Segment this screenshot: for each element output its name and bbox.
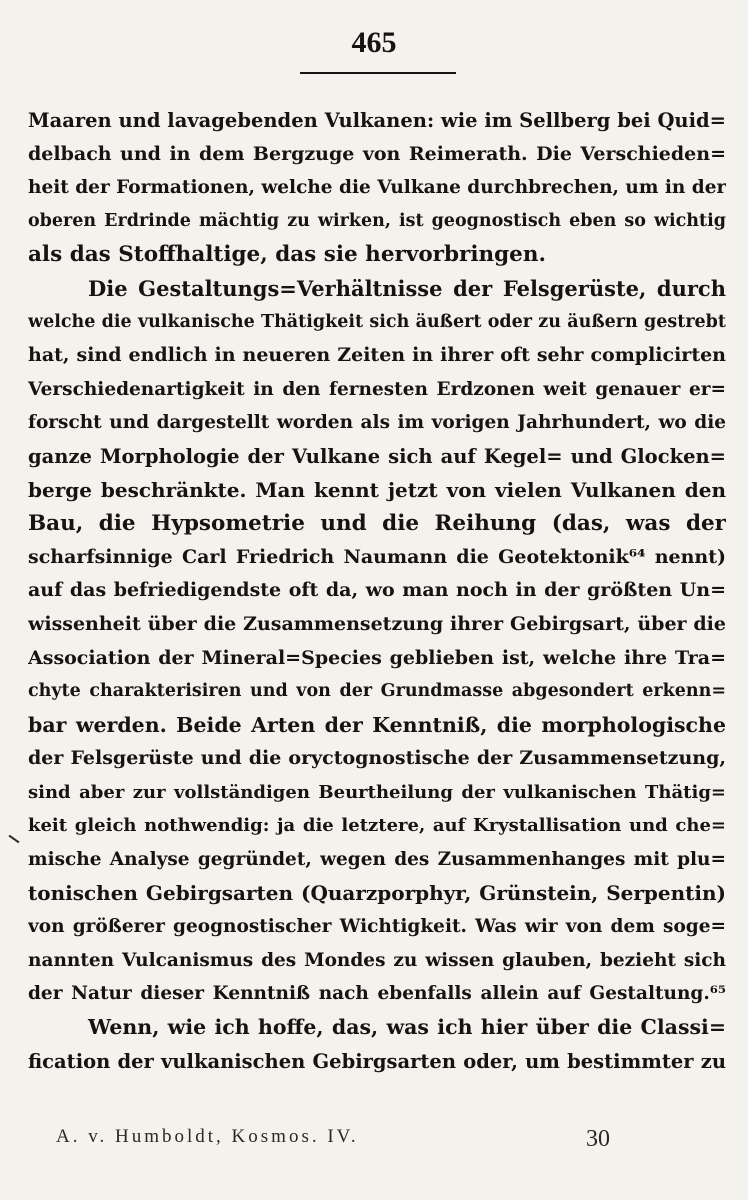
text-line: heit der Formationen, welche die Vulkane durchbrechen, um in der	[28, 177, 726, 199]
text-line: Bau, die Hypsometrie und die Reihung (das, was der	[28, 511, 726, 537]
text-line: forscht und dargestellt worden als im vorigen Jahrhundert, wo die	[28, 412, 726, 434]
text-line: sind aber zur vollständigen Beurtheilung der vulkanischen Thätig=	[28, 781, 726, 803]
text-line: fication der vulkanischen Gebirgsarten oder, um bestimmter zu	[28, 1049, 726, 1073]
text-line: ganze Morphologie der Vulkane sich auf Kegel= und Glocken=	[28, 444, 726, 468]
text-line: auf das befriedigendste oft da, wo man noch in der größten Un=	[28, 579, 726, 602]
text-line: der Felsgerüste und die oryctognostische der Zusammensetzung,	[28, 747, 726, 770]
body-text	[28, 104, 726, 1078]
text-line: scharfsinnige Carl Friedrich Naumann die Geotektonik⁶⁴ nennt)	[28, 545, 726, 568]
stray-mark	[9, 835, 20, 844]
text-line: chyte charakterisiren und von der Grundmasse abgesondert erkenn=	[28, 681, 726, 702]
footer-sheet-number: 30	[586, 1126, 610, 1152]
text-line: nannten Vulcanismus des Mondes zu wissen glauben, bezieht sich	[28, 949, 726, 971]
text-line: Association der Mineral=Species geblieben ist, welche ihre Tra=	[28, 646, 726, 669]
page-number: 465	[351, 26, 397, 59]
text-line: tonischen Gebirgsarten (Quarzporphyr, Grünstein, Serpentin)	[28, 880, 726, 905]
text-line: keit gleich nothwendig: ja die letztere, auf Krystallisation und che=	[28, 815, 726, 837]
text-line: Die Gestaltungs=Verhältnisse der Felsgerüste, durch	[88, 275, 726, 301]
text-line: hat, sind endlich in neueren Zeiten in ihrer oft sehr complicirten	[28, 344, 726, 367]
footer	[56, 1126, 616, 1152]
text-line: wissenheit über die Zusammensetzung ihrer Gebirgsart, über die	[28, 612, 726, 635]
header-rule	[300, 72, 456, 74]
text-line: berge beschränkte. Man kennt jetzt von vielen Vulkanen den	[28, 477, 726, 502]
text-line: welche die vulkanische Thätigkeit sich äußert oder zu äußern gestrebt	[28, 311, 726, 332]
text-line: Maaren und lavagebenden Vulkanen: wie im Sellberg bei Quid=	[28, 109, 726, 132]
text-line: oberen Erdrinde mächtig zu wirken, ist geognostisch eben so wichtig	[28, 210, 726, 231]
text-line: als das Stoffhaltige, das sie hervorbringen.	[28, 242, 546, 268]
footer-author: A. v. Humboldt, Kosmos. IV.	[56, 1126, 359, 1147]
text-line: von größerer geognostischer Wichtigkeit. Was wir von dem soge=	[28, 916, 726, 938]
text-line: bar werden. Beide Arten der Kenntniß, die morphologische	[28, 712, 726, 737]
text-line: delbach und in dem Bergzuge von Reimerath. Die Verschieden=	[28, 142, 726, 165]
text-line: der Natur dieser Kenntniß nach ebenfalls allein auf Gestaltung.⁶⁵	[28, 983, 726, 1005]
text-line: mische Analyse gegründet, wegen des Zusammenhanges mit plu=	[28, 849, 726, 871]
text-line: Wenn, wie ich hoffe, das, was ich hier über die Classi=	[88, 1015, 726, 1040]
text-line: Verschiedenartigkeit in den fernesten Erdzonen weit genauer er=	[28, 378, 726, 400]
